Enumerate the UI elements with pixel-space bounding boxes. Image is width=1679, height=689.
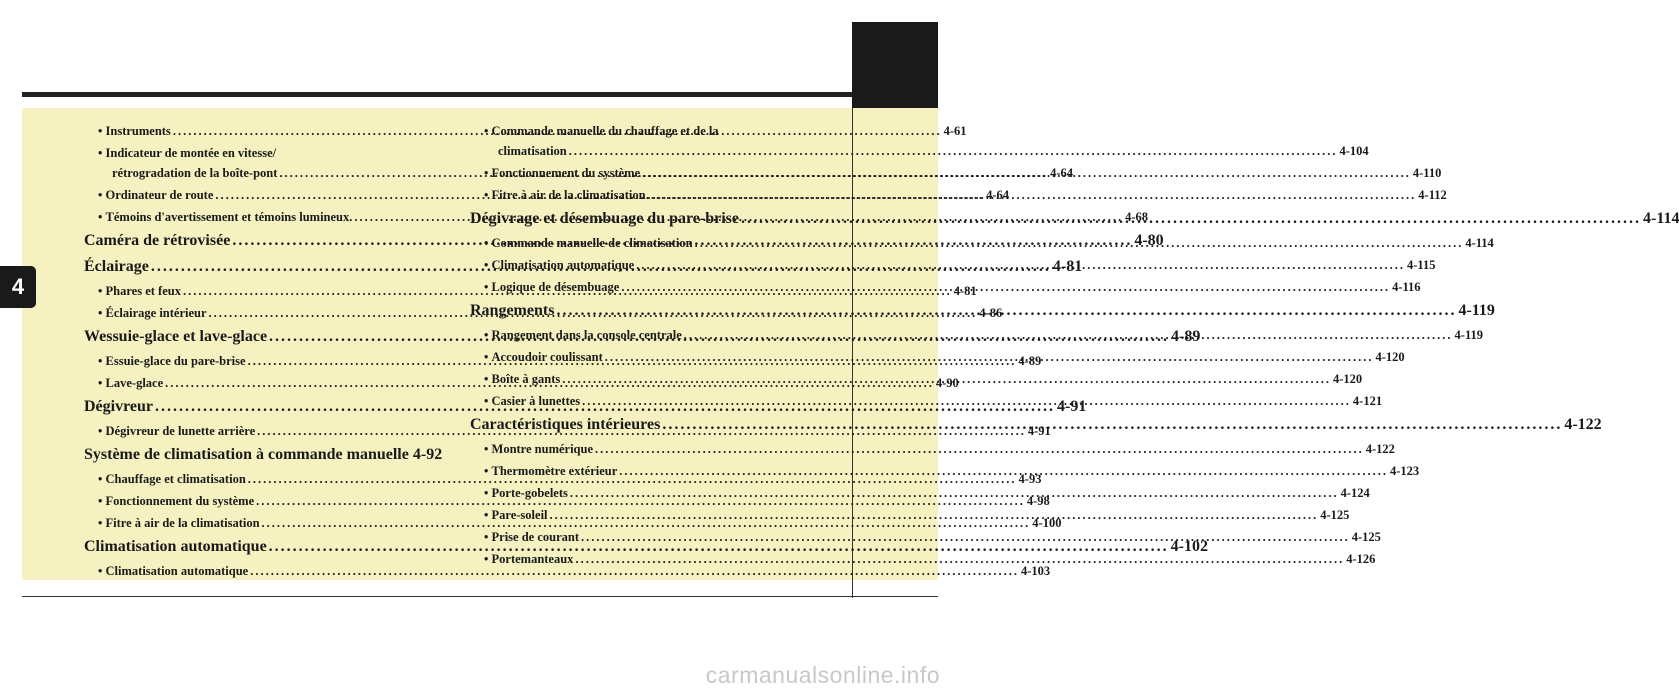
toc-page-number: 4-120 [1333, 372, 1363, 386]
toc-entry[interactable] [84, 564, 1051, 586]
toc-page-number: 4-122 [1564, 416, 1602, 433]
toc-entry[interactable] [470, 442, 1395, 464]
toc-entry-title: Éclairage [84, 258, 149, 275]
toc-page-number: 4-81 [953, 284, 977, 298]
toc-page-number: 4-64 [986, 188, 1010, 202]
toc-page-number: 4-90 [935, 376, 959, 390]
dot-leader [581, 530, 1350, 545]
dot-leader [575, 552, 1344, 567]
chapter-tab[interactable]: 4 [0, 266, 36, 308]
toc-entry-title: • Fonctionnement du système [98, 494, 254, 509]
toc-entry-title: • Lave-glace [98, 376, 163, 391]
toc-entry-title: • Portemanteaux [484, 552, 573, 567]
dot-leader [582, 394, 1351, 409]
toc-page-number: 4-104 [1339, 144, 1369, 158]
toc-page-number: 4-125 [1351, 530, 1381, 544]
toc-entry-title: • Fitre à air de la climatisation [98, 516, 260, 531]
corner-block [852, 22, 938, 108]
toc-page-number: 4-92 [412, 446, 443, 463]
toc-page-number: 4-122 [1365, 442, 1395, 456]
toc-entry-title: • Instruments [98, 124, 171, 139]
dot-leader [695, 236, 1464, 251]
toc-entry-title: • Dégivreur de lunette arrière [98, 424, 255, 439]
toc-page-number: 4-125 [1320, 508, 1350, 522]
toc-entry-title: Caractéristiques intérieures [470, 416, 661, 433]
toc-page-number: 4-86 [979, 306, 1003, 320]
toc-entry-title: Dégivrage et désembuage du pare-brise [470, 210, 739, 227]
toc-page-number: 4-114 [1643, 210, 1679, 227]
toc-page-number: 4-121 [1352, 394, 1383, 408]
toc-entry-title: • Indicateur de montée en vitesse/ [105, 146, 277, 160]
toc-entry-title: • Rangement dans la console centrale [484, 328, 682, 343]
toc-page-number: 4-81 [1052, 258, 1083, 275]
toc-page-number: 4-80 [1134, 232, 1164, 249]
dot-leader [741, 210, 1641, 228]
dot-leader [569, 144, 1338, 159]
toc-entry[interactable] [84, 146, 432, 166]
toc-entry-title: Caméra de rétrovisée [84, 232, 231, 249]
toc-entry-title: • Commande manuelle du chauffage et de la [491, 124, 719, 138]
dot-leader [595, 442, 1364, 457]
toc-page-number: 4-120 [1375, 350, 1405, 364]
dot-leader [642, 166, 1411, 181]
toc-entry-title: Système de climatisation à commande manuelle [84, 446, 409, 463]
dot-leader [570, 486, 1339, 501]
bottom-rule [22, 596, 938, 597]
toc-entry-title: • Commande manuelle de climatisation [484, 236, 693, 251]
toc-page-number: 4-61 [943, 124, 967, 138]
toc-entry-title: • Logique de désembuage [484, 280, 619, 295]
dot-leader [648, 188, 1417, 203]
toc-entry-title: • Chauffage et climatisation [98, 472, 246, 487]
dot-leader [619, 464, 1388, 479]
toc-page-number: 4-93 [1018, 472, 1042, 486]
toc-page-number: 4-98 [1026, 494, 1050, 508]
toc-entry[interactable] [470, 144, 1369, 166]
toc-entry-title: Rangements [470, 302, 555, 319]
dot-leader [605, 350, 1374, 365]
toc-page-number: 4-89 [1018, 354, 1042, 368]
dot-leader [684, 328, 1453, 343]
toc-entry-title: • Prise de courant [484, 530, 579, 545]
toc-entry-title: • Climatisation automatique [98, 564, 248, 579]
dot-leader [621, 280, 1390, 295]
toc-entry-title: • Éclairage intérieur [98, 306, 207, 321]
toc-entry-title: • Fitre à air de la climatisation [484, 188, 646, 203]
toc-entry-title: • Pare-soleil [484, 508, 548, 523]
toc-page-number: 4-102 [1170, 538, 1208, 555]
toc-entry-title: • Fonctionnement du système [484, 166, 640, 181]
toc-entry[interactable] [470, 124, 822, 144]
toc-entry-title: • Essuie-glace du pare-brise [98, 354, 246, 369]
toc-entry-title: • Boîte à gants [484, 372, 560, 387]
toc-entry-title: • Climatisation automatique [484, 258, 634, 273]
toc-entry-title: rétrogradation de la boîte-pont [112, 166, 278, 180]
toc-entry-title: • Casier à lunettes [484, 394, 580, 409]
toc-page-number: 4-89 [1171, 328, 1201, 345]
dot-leader [556, 302, 1456, 320]
toc-entry-title: • Témoins d'avertissement et témoins lumineux. [98, 210, 352, 225]
dot-leader [550, 508, 1319, 523]
toc-page-number: 4-123 [1390, 464, 1420, 478]
toc-entry-title: • Phares et feux [98, 284, 181, 299]
top-rule [22, 92, 938, 97]
dot-leader [636, 258, 1405, 273]
toc-page-number: 4-112 [1418, 188, 1447, 202]
toc-page-number: 4-100 [1032, 516, 1062, 530]
toc-page-number: 4-115 [1406, 258, 1436, 272]
toc-entry-title: climatisation [498, 144, 567, 158]
toc-section[interactable] [84, 446, 443, 472]
toc-page-number: 4-68 [1125, 210, 1149, 224]
toc-entry-title: Dégivreur [84, 398, 154, 415]
watermark: carmanualsonline.info [705, 662, 940, 688]
toc-page-number: 4-114 [1465, 236, 1494, 250]
toc-page-number: 4-124 [1340, 486, 1370, 500]
toc-page-number: 4-126 [1346, 552, 1376, 566]
toc-page-number: 4-64 [1050, 166, 1074, 180]
toc-entry-title: Wessuie-glace et lave-glace [84, 328, 268, 345]
toc-page-number: 4-119 [1458, 302, 1495, 319]
toc-page-number: 4-91 [1027, 424, 1051, 438]
toc-entry-title: • Montre numérique [484, 442, 593, 457]
toc-entry-title: • Porte-gobelets [484, 486, 568, 501]
toc-page-number: 4-116 [1392, 280, 1421, 294]
toc-page-number: 4-119 [1454, 328, 1484, 342]
toc-entry-title: Climatisation automatique [84, 538, 267, 555]
toc-page-number: 4-91 [1057, 398, 1087, 415]
toc-page-number: 4-103 [1020, 564, 1051, 578]
dot-leader [662, 416, 1562, 434]
toc-entry-title: • Accoudoir coulissant [484, 350, 603, 365]
toc-entry-title: • Thermomètre extérieur [484, 464, 617, 479]
toc-entry-title: • Ordinateur de route [98, 188, 213, 203]
toc-page-number: 4-110 [1412, 166, 1442, 180]
dot-leader [562, 372, 1331, 387]
